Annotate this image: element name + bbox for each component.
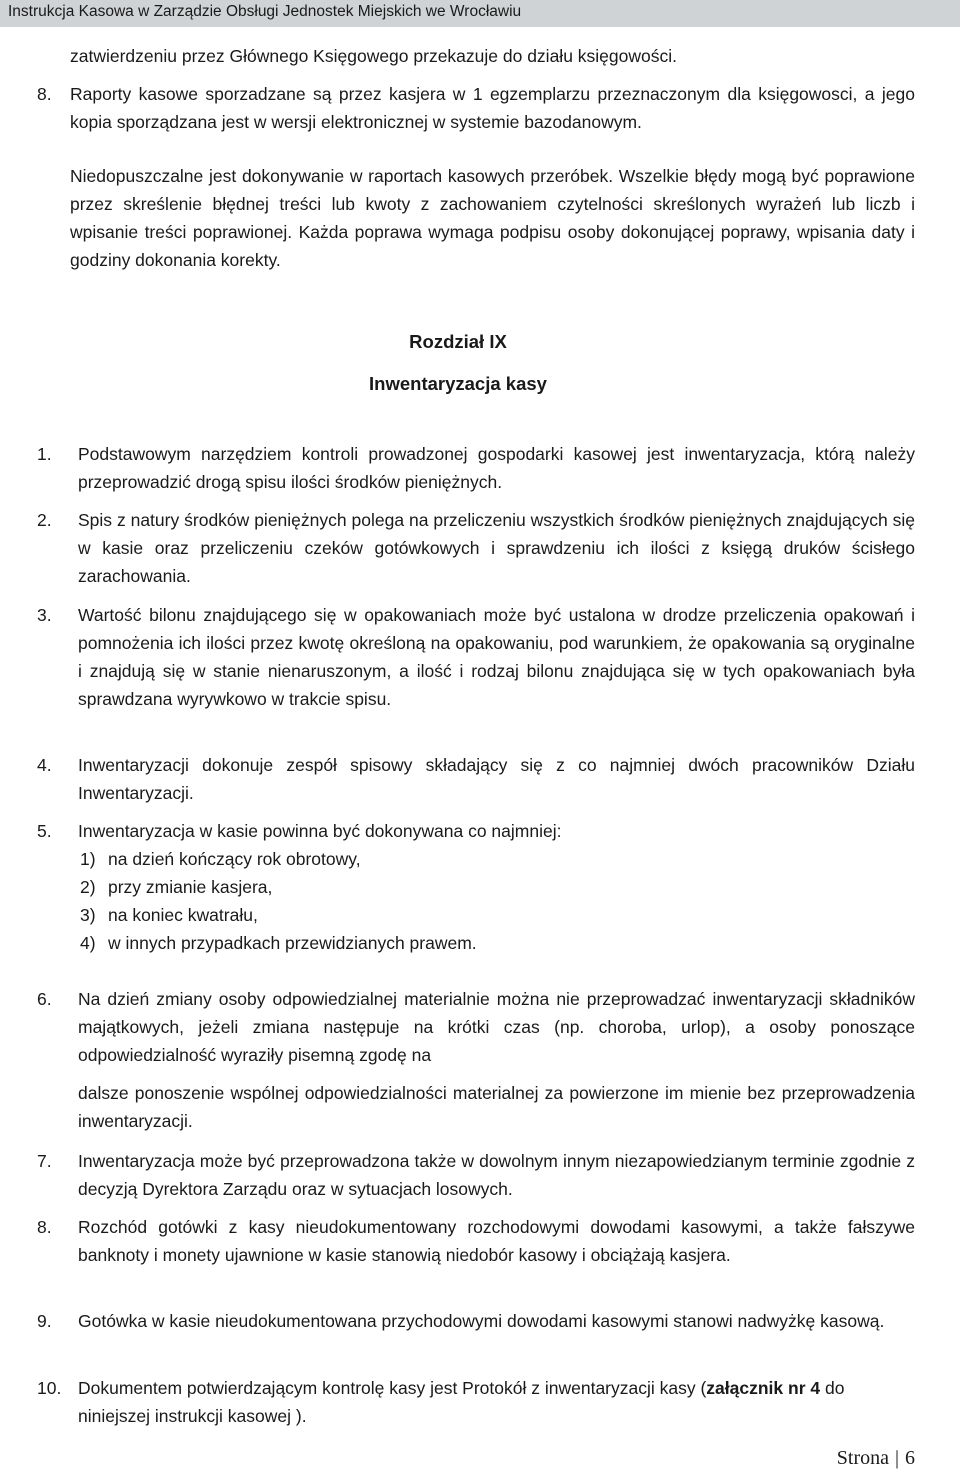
prev-item-text-b: Niedopuszczalne jest dokonywanie w raportach kasowych przeróbek. Wszelkie błędy mogą być poprawione przez skreślenie błędnej treści lub kwoty z zachowaniem czytelności skreślonych wyrażeń lub liczb i wpisanie treści poprawionej. Każda poprawa wymaga podpisu osoby dokonującej poprawy, wpisania daty i godziny dokonania korekty. xyxy=(70,166,915,270)
item-text-part: Dokumentem potwierdzającym kontrolę kasy jest Protokół z inwentaryzacji kasy ( xyxy=(78,1378,707,1398)
subitem-text: na koniec kwatrału, xyxy=(108,905,258,925)
item-continuation: dalsze ponoszenie wspólnej odpowiedzialności materialnej za powierzone im mienie bez przeprowadzenia inwentaryzacji. xyxy=(78,1083,915,1131)
prev-item-text-a: Raporty kasowe sporzadzane są przez kasjera w 1 egzemplarzu przeznaczonym dla księgowosci, a jego kopia sporządzana jest w wersji elektronicznej w systemie bazodanowym. xyxy=(70,84,915,132)
item-number: 9. xyxy=(37,1311,52,1331)
subitem-text: w innych przypadkach przewidzianych prawem. xyxy=(108,933,477,953)
item-number: 3. xyxy=(37,605,52,625)
prev-item-number: 8. xyxy=(37,84,52,104)
item-number: 4. xyxy=(37,755,52,775)
page-separator: | xyxy=(894,1447,899,1469)
document-title: Instrukcja Kasowa w Zarządzie Obsługi Jednostek Miejskich we Wrocławiu xyxy=(8,3,522,20)
item-number: 5. xyxy=(37,821,52,841)
item-text: Podstawowym narzędziem kontroli prowadzonej gospodarki kasowej jest inwentaryzacja, którą należy przeprowadzić drogą spisu ilości środków pieniężnych. xyxy=(78,444,915,492)
page-label: Strona xyxy=(836,1447,889,1469)
chapter-number: Rozdział IX xyxy=(409,331,507,352)
item-text: Inwentaryzacja w kasie powinna być dokonywana co najmniej: xyxy=(78,821,562,841)
item-text: Inwentaryzacja może być przeprowadzona także w dowolnym innym niezapowiedzianym terminie zgodnie z decyzją Dyrektora Zarządu oraz w sytuacjach losowych. xyxy=(78,1151,915,1199)
subitem-number: 1) xyxy=(80,849,96,869)
item-text: Rozchód gotówki z kasy nieudokumentowany rozchodowymi dowodami kasowymi, a także fałszywe banknoty i monety ujawnione w kasie stanowią niedobór kasowy i obciążają kasjera. xyxy=(78,1217,915,1265)
attachment-reference: załącznik nr 4 xyxy=(706,1378,821,1398)
chapter-title: Inwentaryzacja kasy xyxy=(369,373,547,394)
document-header xyxy=(0,0,960,27)
item-number: 10. xyxy=(37,1378,62,1398)
item-text xyxy=(78,1374,915,1430)
page-footer xyxy=(837,1446,915,1470)
item-text: Wartość bilonu znajdującego się w opakowaniach może być ustalona w drodze przeliczenia opakowań i pomnożenia ich ilości przez kwotę określoną na opakowaniu, pod warunkiem, że opakowania są oryginalne i znajdują się w stanie nienaruszonym, a ilość i rodzaj bilonu znajdująca się w tych opakowaniach była sprawdzana wyrywkowo w trakcie spisu. xyxy=(78,605,915,709)
subitem-text: na dzień kończący rok obrotowy, xyxy=(108,849,361,869)
item-text-part: do niniejszej instrukcji kasowej ). xyxy=(78,1378,845,1426)
item-text: Na dzień zmiany osoby odpowiedzialnej materialnie można nie przeprowadzać inwentaryzacji składników majątkowych, jeżeli zmiana następuje na krótki czas (np. choroba, urlop), a osoby ponoszące odpowiedzialność wyraziły pisemną zgodę na xyxy=(78,989,915,1065)
subitem-number: 3) xyxy=(80,905,96,925)
item-text: Gotówka w kasie nieudokumentowana przychodowymi dowodami kasowymi stanowi nadwyżkę kasową. xyxy=(78,1311,885,1331)
item-text: Spis z natury środków pieniężnych polega na przeliczeniu wszystkich środków pieniężnych znajdujących się w kasie oraz przeliczeniu czeków gotówkowych i sprawdzeniu ich ilości z księgą druków ścisłego zarachowania. xyxy=(78,510,915,586)
item-number: 6. xyxy=(37,989,52,1009)
intro-line: zatwierdzeniu przez Głównego Księgowego przekazuje do działu księgowości. xyxy=(70,46,677,66)
item-number: 1. xyxy=(37,444,52,464)
item-number: 8. xyxy=(37,1217,52,1237)
subitem-number: 4) xyxy=(80,933,96,953)
item-number: 2. xyxy=(37,510,52,530)
subitem-text: przy zmianie kasjera, xyxy=(108,877,273,897)
page-number: 6 xyxy=(905,1447,915,1469)
subitem-number: 2) xyxy=(80,877,96,897)
item-text: Inwentaryzacji dokonuje zespół spisowy składający się z co najmniej dwóch pracowników Działu Inwentaryzacji. xyxy=(78,755,915,803)
item-number: 7. xyxy=(37,1151,52,1171)
